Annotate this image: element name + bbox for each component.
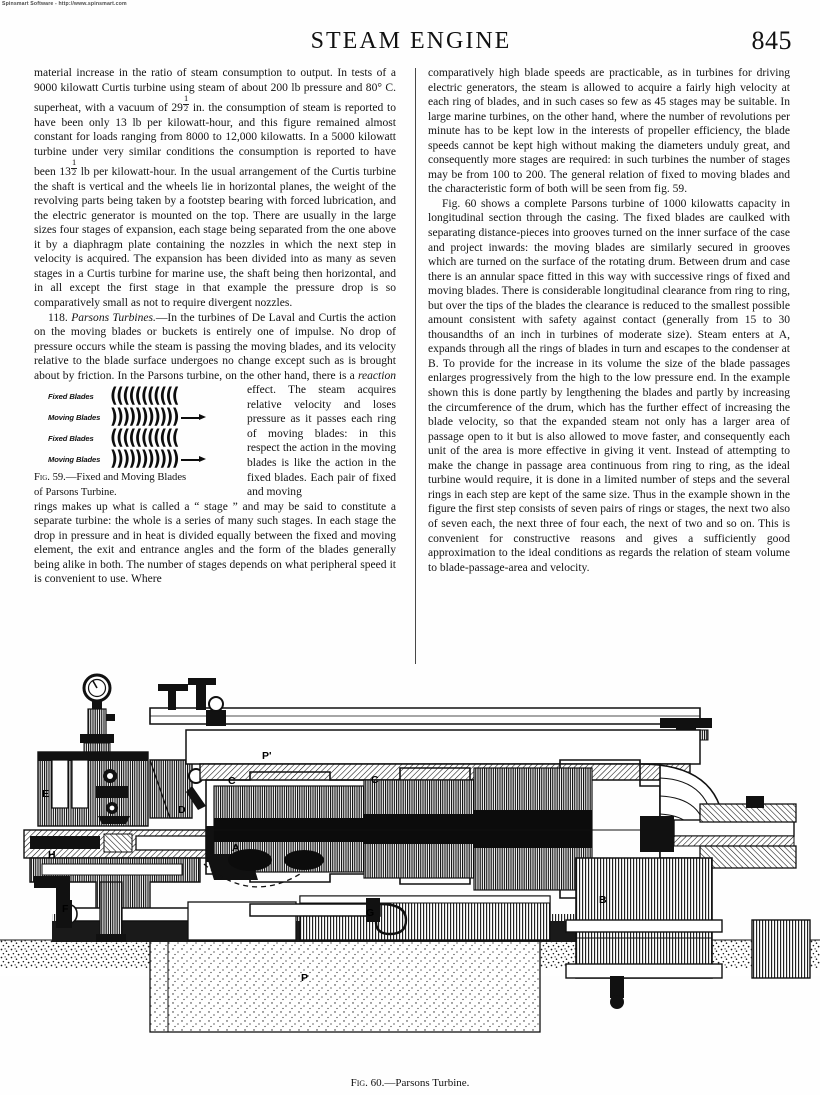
blade-row-label: Fixed Blades bbox=[48, 433, 94, 443]
figure-label-D: D bbox=[178, 804, 186, 816]
body-columns bbox=[34, 66, 790, 666]
figure-label-B: B bbox=[599, 894, 607, 906]
figure-60-caption-label: Fig. 60. bbox=[350, 1077, 385, 1089]
figure-label-C-left: C bbox=[228, 775, 236, 787]
condenser-branch bbox=[576, 858, 712, 978]
figure-60-caption bbox=[0, 1077, 820, 1089]
steam-inlet-belt bbox=[204, 849, 324, 887]
figure-59-caption-label: Fig. 59. bbox=[34, 472, 66, 484]
right-column bbox=[428, 66, 790, 575]
left-p1-part2: in. the consumption of steam is reported to have been only 13 lb per kilowatt-hour, and this figure remained almost constant for loads ranging from 8000 to 12,000 kilowatts. In a 5000 kilowatt turbine under very similar conditions the consumption is reported to have been 13 bbox=[34, 102, 396, 179]
section-title: Parsons Turbines. bbox=[71, 311, 156, 324]
figure-label-E: E bbox=[42, 788, 50, 800]
figure-label-A: A bbox=[232, 842, 240, 854]
figure-label-P: P bbox=[301, 972, 309, 984]
page-number: 845 bbox=[751, 26, 792, 55]
moving-blade-glyphs: ))))))))))) bbox=[110, 447, 178, 472]
figure-59-caption-line2: of Parsons Turbine. bbox=[34, 486, 117, 498]
blade-row-label: Moving Blades bbox=[48, 454, 101, 464]
figure-60 bbox=[0, 668, 820, 1095]
figure-59-caption-text: —Fixed and Moving Blades bbox=[65, 472, 187, 484]
right-paragraph-2: Fig. 60 shows a complete Parsons turbine of 1000 kilowatts capacity in longitudinal section through the casing. The fixed blades are caulked with separating distance-pieces into grooves turned on the inner surface of the case and project inwards: the moving blades are similarly secured in grooves which are turned on the surface of the rotating drum. Between drum and case there is an annular space fitted in this way with successive rings of fixed and moving blades. There is considerable longitudinal clearance from ring to ring, but over the tips of the blades the clearance is reduced to the smallest possible amount consistent with safety against contact (generally from 15 to 30 thousandths of an inch in turbines of moderate size). Steam enters at A, expands through all the rings of blades in turn and escapes to the condenser at B. To provide for the increase in its volume the size of the blade passages enlarges progressively from the high to the low pressure end. In the example shown this is done partly by lengthening the blades and partly by increasing the circumference of the drum, which has the further effect of increasing the blade velocity, so that the expanded steam not only has a larger area of passage open to it but is also allowed to move faster, and consequently each unit of the area is more effective in giving it vent. Instead of attempting to make the change in passage area continuous from ring to ring, as the ideal turbine would require, it is done in a limited number of steps and the several rings in each step are kept of the same size. Thus in the example shown in the figure the first step consists of seven pairs of rings or stages, the next two also of seven each, the next three of four each, the next of two and so on. This is convenient for constructive reasons and gives a sufficiently good approximation to the ideal conditions as regards the relation of steam volume to blade-passage-area and velocity. bbox=[428, 197, 790, 574]
column-divider bbox=[415, 68, 416, 664]
running-title: STEAM ENGINE bbox=[310, 28, 512, 54]
page-header bbox=[36, 28, 794, 62]
figure-59-caption bbox=[34, 472, 186, 498]
left-p2-after: effect. The steam acquires relative velocity and loses pressure as it passes each ring of moving blades: in this respect the action in the moving blades is like the action in the fixed blades. Each pair of fixed and moving bbox=[247, 384, 396, 499]
left-p2-before: —In the turbines of De Laval and Curtis the action on the moving blades or buckets is entirely one of impulse. No drop of pressure occurs while the steam is passing the moving blades, and its velocity relative to the blade surface undergoes no change except such as is brought about by friction. In the Parsons turbine, on the other hand, there is a bbox=[34, 311, 396, 382]
figure-label-H: H bbox=[48, 849, 56, 861]
figure-label-F: F bbox=[62, 903, 69, 915]
figure-label-P-prime: P' bbox=[262, 750, 272, 762]
figure-label-C-right: C bbox=[371, 774, 379, 786]
left-p1-part1: material increase in the ratio of steam consumption to output. In tests of a 9000 kilowatt Curtis turbine using steam of about 200 lb pressure and 80° C. superheat, with a vacuum of 29 bbox=[34, 67, 396, 114]
left-paragraph-1 bbox=[34, 66, 396, 311]
fraction-29-half: $\frac{1}{2}$ bbox=[183, 94, 189, 113]
left-paragraph-3: rings makes up what is called a “ stage ” and may be said to constitute a separate turbine: the whole is a series of many such stages. In each stage the drop in pressure and in heat is divided equally between the fixed and moving element, the exit and entrance angles and the form of the blades generally being alike in both. The number of stages depends on what peripheral speed it is convenient to use. Where bbox=[34, 500, 396, 586]
left-paragraph-2 bbox=[34, 311, 396, 500]
left-p1-part3: lb per kilowatt-hour. In the usual arrangement of the Curtis turbine the shaft is vertical and the wheels lie in horizontal planes, the weight of the revolving parts being taken by a footstep bearing with forced lubrication, and the electric generator is mounted on the top. There are usually in the large sizes four stages of expansion, each stage being separated from the one above it by a diaphragm plate containing the nozzles in which the next step in velocity is acquired. The expansion has been divided into as many as seven stages in a Curtis turbine for marine use, the shaft being then horizontal, and in all except the first stage in that example the pressure drop is so comparatively small as not to require divergent nozzles. bbox=[34, 166, 397, 310]
foundation-block bbox=[150, 940, 540, 1032]
steam-flow-arrow-icon bbox=[181, 456, 207, 463]
blade-row bbox=[34, 449, 239, 470]
fixed-blade-glyphs: ((((((((((( bbox=[110, 384, 178, 409]
right-paragraph-1: comparatively high blade speeds are practicable, as in turbines for driving electric generators, the steam is allowed to acquire a fairly high velocity at each ring of blades, and in such cases so few as 45 stages may be suitable. In large marine turbines, on the other hand, where the number of revolutions per minute has to be kept low in the interests of propeller efficiency, the blade speeds cannot be kept high without making the diameters unduly great, and consequently more stages are required: in such turbines the number of stages may be from 100 to 200. The general relation of fixed to moving blades and the characteristic form of both will be seen from fig. 59. bbox=[428, 67, 790, 196]
reaction-emphasis: reaction bbox=[357, 369, 396, 382]
parsons-turbine-engraving bbox=[0, 668, 820, 1058]
section-number: 118. bbox=[48, 311, 68, 324]
figure-label-G: G bbox=[366, 907, 375, 919]
steam-flow-arrow-icon bbox=[181, 414, 207, 421]
exhaust-and-bearing bbox=[566, 764, 810, 1009]
fraction-13-half: $\frac{1}{2}$ bbox=[71, 158, 77, 177]
figure-59 bbox=[34, 386, 239, 499]
watermark-text: Spinsmart Software - http://www.spinsmart.com bbox=[2, 1, 127, 7]
figure-60-caption-text: —Parsons Turbine. bbox=[384, 1077, 470, 1089]
fixed-blade-glyphs: ((((((((((( bbox=[110, 426, 178, 451]
left-column bbox=[34, 66, 396, 587]
blade-row-label: Fixed Blades bbox=[48, 391, 94, 401]
blade-row-label: Moving Blades bbox=[48, 412, 101, 422]
moving-blade-glyphs: ))))))))))) bbox=[110, 405, 178, 430]
